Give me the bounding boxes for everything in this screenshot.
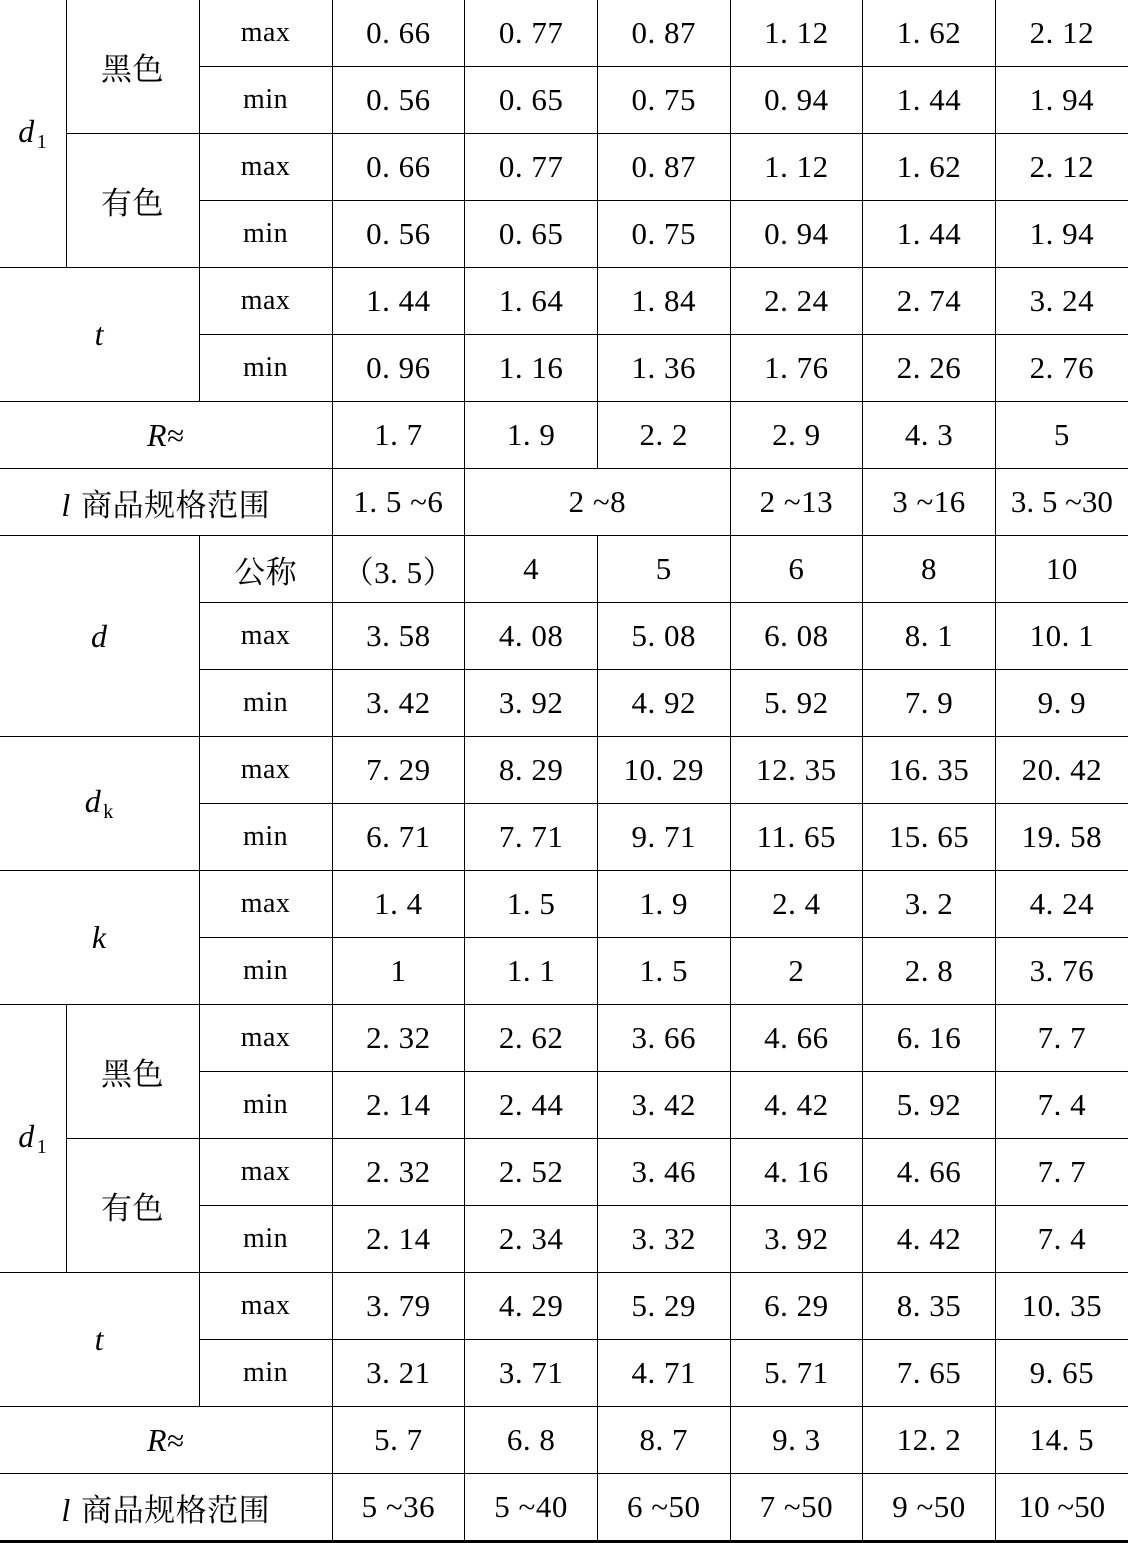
limit-label: max (199, 871, 332, 938)
cell: 1. 62 (863, 134, 996, 201)
cell: 3. 24 (995, 268, 1128, 335)
cell: 3. 5 ~30 (995, 469, 1128, 536)
cell: 10 (995, 536, 1128, 603)
symbol: d (91, 617, 108, 654)
cell: 16. 35 (863, 737, 996, 804)
limit-label: min (199, 670, 332, 737)
cell: 3. 2 (863, 871, 996, 938)
cell: 1. 5 ~6 (332, 469, 465, 536)
cell: 7. 4 (995, 1072, 1128, 1139)
row-header-t (0, 1273, 199, 1407)
cell: 7. 7 (995, 1005, 1128, 1072)
cell: 1. 12 (730, 134, 863, 201)
row-header-l (0, 1474, 332, 1542)
row-header-l (0, 469, 332, 536)
cell: 15. 65 (863, 804, 996, 871)
cell: 5 (597, 536, 730, 603)
cell: 3. 92 (730, 1206, 863, 1273)
cell: 2. 26 (863, 335, 996, 402)
limit-label: min (199, 335, 332, 402)
cell: 11. 65 (730, 804, 863, 871)
cell: 4. 71 (597, 1340, 730, 1407)
row-header-dk (0, 737, 199, 871)
cell: 5 ~40 (465, 1474, 598, 1542)
cell: 1. 44 (863, 67, 996, 134)
cell: 8. 1 (863, 603, 996, 670)
cell: 1. 9 (597, 871, 730, 938)
cell: 9 ~50 (863, 1474, 996, 1542)
cell: 9. 65 (995, 1340, 1128, 1407)
cell: 12. 2 (863, 1407, 996, 1474)
range-label: 商品规格范围 (70, 487, 271, 524)
cell: 5. 08 (597, 603, 730, 670)
row-header-t (0, 268, 199, 402)
cell: 8 (863, 536, 996, 603)
cell: 2 ~13 (730, 469, 863, 536)
cell: 1. 62 (863, 0, 996, 67)
symbol: R (147, 1421, 168, 1458)
cell: 7 ~50 (730, 1474, 863, 1542)
cell: 8. 35 (863, 1273, 996, 1340)
symbol: k (91, 919, 107, 955)
cell: 0. 96 (332, 335, 465, 402)
limit-label: min (199, 804, 332, 871)
cell: 3. 42 (597, 1072, 730, 1139)
cell: 2. 62 (465, 1005, 598, 1072)
cell: 2. 8 (863, 938, 996, 1005)
table-row (0, 0, 1128, 67)
table-row (0, 1273, 1128, 1340)
cell: 2. 2 (597, 402, 730, 469)
cell: 0. 56 (332, 67, 465, 134)
cell: 1. 84 (597, 268, 730, 335)
table-row (0, 402, 1128, 469)
cell: 2. 12 (995, 134, 1128, 201)
cell: 7. 71 (465, 804, 598, 871)
limit-label: max (199, 1139, 332, 1206)
cell: 2. 76 (995, 335, 1128, 402)
cell: 7. 7 (995, 1139, 1128, 1206)
table-row (0, 536, 1128, 603)
table-row (0, 134, 1128, 201)
table-row (0, 469, 1128, 536)
cell: 4. 66 (730, 1005, 863, 1072)
subscript: 1 (36, 131, 48, 153)
cell: 3 ~16 (863, 469, 996, 536)
cell: 0. 87 (597, 134, 730, 201)
approx-sign: ≈ (167, 1422, 185, 1458)
limit-label: max (199, 1273, 332, 1340)
cell: 5. 92 (730, 670, 863, 737)
cell: 1. 12 (730, 0, 863, 67)
row-header-k (0, 871, 199, 1005)
cell: 1. 5 (597, 938, 730, 1005)
cell: 14. 5 (995, 1407, 1128, 1474)
cell: 4. 92 (597, 670, 730, 737)
cell: 3. 46 (597, 1139, 730, 1206)
cell: 3. 58 (332, 603, 465, 670)
cell: 3. 66 (597, 1005, 730, 1072)
cell: 3. 92 (465, 670, 598, 737)
cell: 10. 29 (597, 737, 730, 804)
cell: 0. 77 (465, 134, 598, 201)
limit-label: max (199, 603, 332, 670)
cell: 19. 58 (995, 804, 1128, 871)
cell: 4. 16 (730, 1139, 863, 1206)
limit-label: max (199, 0, 332, 67)
cell: 1 (332, 938, 465, 1005)
row-header-d1 (0, 0, 66, 268)
color-label-colored: 有色 (66, 1139, 199, 1273)
cell: 2. 52 (465, 1139, 598, 1206)
cell: 4. 08 (465, 603, 598, 670)
cell: 0. 87 (597, 0, 730, 67)
row-header-r (0, 1407, 332, 1474)
limit-label: min (199, 938, 332, 1005)
cell: 10. 1 (995, 603, 1128, 670)
cell: 2. 4 (730, 871, 863, 938)
limit-label: min (199, 201, 332, 268)
cell: 5 ~36 (332, 1474, 465, 1542)
cell: 1. 9 (465, 402, 598, 469)
cell: 3. 32 (597, 1206, 730, 1273)
cell: 7. 29 (332, 737, 465, 804)
cell: 2. 32 (332, 1139, 465, 1206)
cell: 6. 8 (465, 1407, 598, 1474)
cell: 1. 44 (863, 201, 996, 268)
limit-label: min (199, 1072, 332, 1139)
cell: 3. 42 (332, 670, 465, 737)
approx-sign: ≈ (167, 417, 185, 453)
row-header-d1 (0, 1005, 66, 1273)
cell: 6. 16 (863, 1005, 996, 1072)
row-header-r (0, 402, 332, 469)
cell: 6. 08 (730, 603, 863, 670)
cell: 9. 71 (597, 804, 730, 871)
symbol: R (147, 416, 168, 453)
cell: 9. 3 (730, 1407, 863, 1474)
cell: 2. 14 (332, 1206, 465, 1273)
table-row (0, 737, 1128, 804)
cell: 10. 35 (995, 1273, 1128, 1340)
cell: 3. 21 (332, 1340, 465, 1407)
cell: 1. 64 (465, 268, 598, 335)
cell: 2. 32 (332, 1005, 465, 1072)
cell: 4. 42 (730, 1072, 863, 1139)
cell: 1. 36 (597, 335, 730, 402)
cell: 7. 9 (863, 670, 996, 737)
symbol: d (84, 783, 102, 819)
limit-label: max (199, 737, 332, 804)
cell: 0. 94 (730, 67, 863, 134)
table-row (0, 1407, 1128, 1474)
cell: 5. 71 (730, 1340, 863, 1407)
color-label-colored: 有色 (66, 134, 199, 268)
cell: 7. 4 (995, 1206, 1128, 1273)
cell: 9. 9 (995, 670, 1128, 737)
cell: 10 ~50 (995, 1474, 1128, 1542)
table-row (0, 1005, 1128, 1072)
cell: 5. 29 (597, 1273, 730, 1340)
cell: 2. 74 (863, 268, 996, 335)
cell: 2. 14 (332, 1072, 465, 1139)
cell: 1. 16 (465, 335, 598, 402)
table-row (0, 871, 1128, 938)
cell: 0. 77 (465, 0, 598, 67)
symbol: d (18, 1118, 35, 1154)
range-label: 商品规格范围 (70, 1492, 271, 1529)
limit-label: max (199, 268, 332, 335)
cell: 0. 75 (597, 67, 730, 134)
symbol: l (61, 1491, 71, 1528)
table-row (0, 1139, 1128, 1206)
cell: 3. 76 (995, 938, 1128, 1005)
cell: 6. 71 (332, 804, 465, 871)
table-row (0, 1474, 1128, 1542)
limit-label: max (199, 1005, 332, 1072)
cell: 1. 94 (995, 201, 1128, 268)
nominal-label: 公称 (199, 536, 332, 603)
cell: 12. 35 (730, 737, 863, 804)
cell: 2. 12 (995, 0, 1128, 67)
cell: 3. 79 (332, 1273, 465, 1340)
cell: 2. 34 (465, 1206, 598, 1273)
cell: 0. 66 (332, 134, 465, 201)
cell: 20. 42 (995, 737, 1128, 804)
cell: 4. 3 (863, 402, 996, 469)
cell: 0. 66 (332, 0, 465, 67)
subscript: k (103, 801, 114, 823)
symbol: t (94, 1321, 104, 1357)
cell: 5. 7 (332, 1407, 465, 1474)
cell: 6. 29 (730, 1273, 863, 1340)
cell: 6 ~50 (597, 1474, 730, 1542)
color-label-black: 黑色 (66, 0, 199, 134)
cell: 3. 71 (465, 1340, 598, 1407)
cell: 4. 24 (995, 871, 1128, 938)
symbol: t (94, 316, 104, 352)
cell: 8. 29 (465, 737, 598, 804)
subscript: 1 (36, 1136, 48, 1158)
cell: （3. 5） (332, 536, 465, 603)
cell: 2 (730, 938, 863, 1005)
row-header-d (0, 536, 199, 737)
cell: 7. 65 (863, 1340, 996, 1407)
cell: 4. 42 (863, 1206, 996, 1273)
color-label-black: 黑色 (66, 1005, 199, 1139)
cell: 0. 56 (332, 201, 465, 268)
cell: 0. 94 (730, 201, 863, 268)
table-row (0, 268, 1128, 335)
symbol: d (18, 113, 35, 149)
cell: 4 (465, 536, 598, 603)
limit-label: min (199, 1340, 332, 1407)
cell: 1. 76 (730, 335, 863, 402)
cell: 5 (995, 402, 1128, 469)
cell: 1. 1 (465, 938, 598, 1005)
limit-label: min (199, 67, 332, 134)
cell: 0. 75 (597, 201, 730, 268)
cell: 1. 5 (465, 871, 598, 938)
cell: 2. 24 (730, 268, 863, 335)
cell: 2 ~8 (465, 469, 730, 536)
cell: 2. 44 (465, 1072, 598, 1139)
cell: 2. 9 (730, 402, 863, 469)
cell: 1. 94 (995, 67, 1128, 134)
symbol: l (61, 486, 71, 523)
cell: 1. 7 (332, 402, 465, 469)
cell: 5. 92 (863, 1072, 996, 1139)
cell: 1. 4 (332, 871, 465, 938)
cell: 1. 44 (332, 268, 465, 335)
cell: 0. 65 (465, 67, 598, 134)
cell: 4. 66 (863, 1139, 996, 1206)
cell: 0. 65 (465, 201, 598, 268)
cell: 8. 7 (597, 1407, 730, 1474)
limit-label: min (199, 1206, 332, 1273)
cell: 4. 29 (465, 1273, 598, 1340)
limit-label: max (199, 134, 332, 201)
cell: 6 (730, 536, 863, 603)
